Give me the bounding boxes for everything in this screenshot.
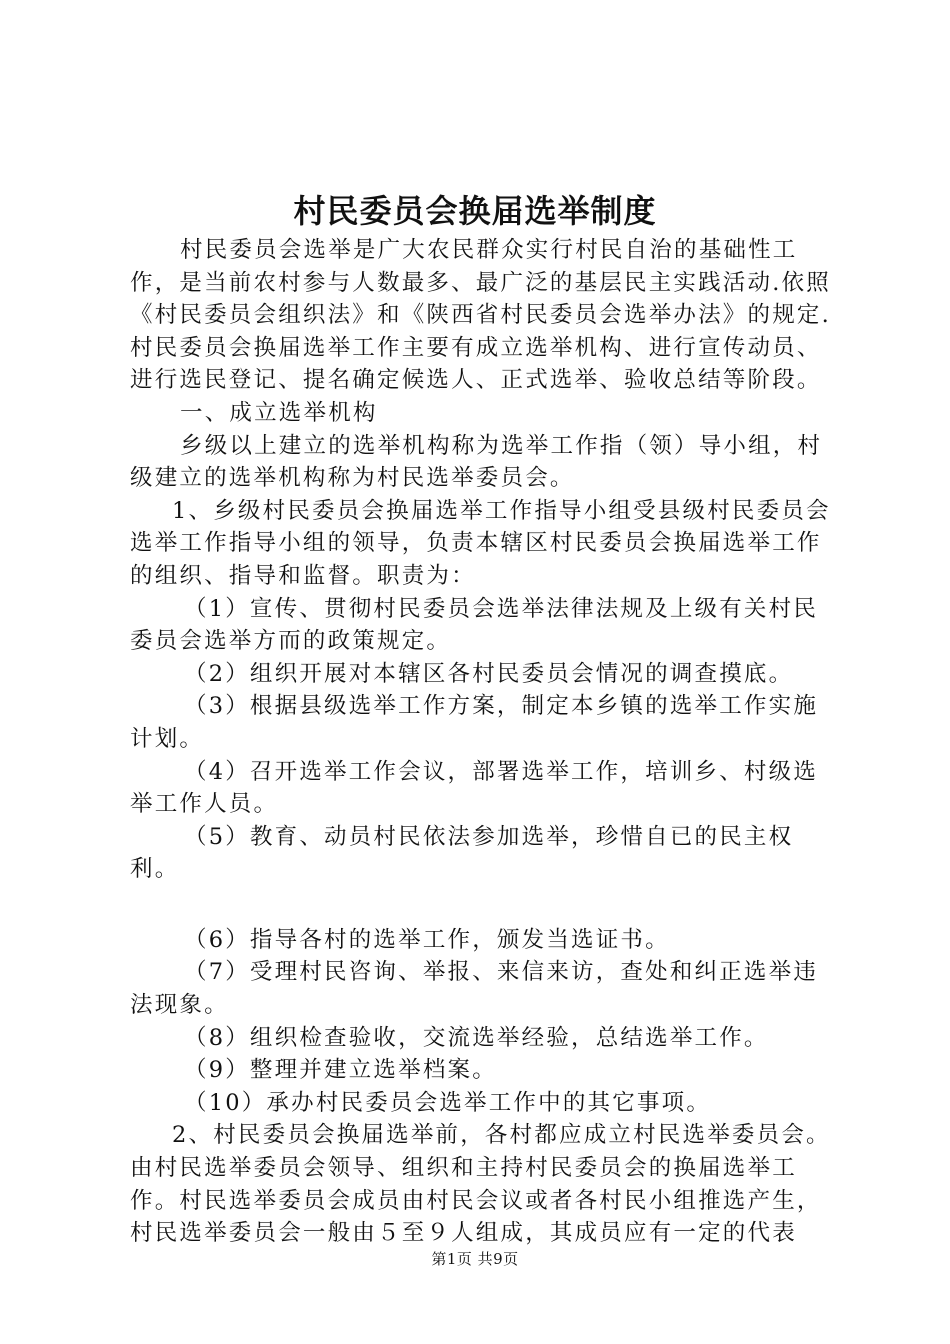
document-body bbox=[130, 234, 840, 1250]
duty-item-3: （3）根据县级选举工作方案，制定本乡镇的选举工作实施计划。 bbox=[130, 693, 819, 752]
intro-paragraph: 村民委员会选举是广大农民群众实行村民自治的基础性工作，是当前农村参与人数最多、最广泛的基层民主实践活动.依照《村民委员会组织法》和《陕西省村民委员会选举办法》的规定.村民委员会换届选举工作主要有成立选举机构、进行宣传动员、进行选民登记、提名确定候选人、正式选举、验收总结等阶段。 bbox=[130, 237, 831, 394]
duty-item-4: （4）召开选举工作会议，部署选举工作，培训乡、村级选举工作人员。 bbox=[130, 758, 819, 818]
duty-item-7: （7）受理村民咨询、举报、来信来访，查处和纠正选举违法现象。 bbox=[130, 959, 819, 1019]
document-title: 村民委员会换届选举制度 bbox=[293, 192, 657, 230]
duty-item-5: （5）教育、动员村民依法参加选举，珍惜自已的民主权利。 bbox=[130, 823, 794, 883]
duty-item-10: （10）承办村民委员会选举工作中的其它事项。 bbox=[184, 1089, 712, 1116]
duty-item-1: （1）宣传、贯彻村民委员会选举法律法规及上级有关村民委员会选举方而的政策规定。 bbox=[130, 595, 819, 655]
paragraph-item-1: 1、乡级村民委员会换届选举工作指导小组受县级村民委员会选举工作指导小组的领导，负责本辖区村民委员会换届选举工作的组织、指导和监督。职责为： bbox=[130, 497, 831, 589]
paragraph-item-2: 2、村民委员会换届选举前，各村都应成立村民选举委员会。由村民选举委员会领导、组织和主持村民委员会的换届选举工作。村民选举委员会成员由村民会议或者各村民小组推选产生，村民选举委员会一般由５至９人组成，其成员应有一定的代表 bbox=[130, 1122, 831, 1247]
blank-line bbox=[130, 886, 840, 924]
paragraph-election-bodies: 乡级以上建立的选举机构称为选举工作指（领）导小组，村级建立的选举机构称为村民选举委员会。 bbox=[130, 432, 823, 492]
page-footer: 第1页 共9页 bbox=[431, 1250, 519, 1268]
duty-item-9: （9）整理并建立选举档案。 bbox=[184, 1057, 497, 1084]
duty-item-6: （6）指导各村的选举工作，颁发当选证书。 bbox=[184, 926, 670, 953]
duty-item-2: （2）组织开展对本辖区各村民委员会情况的调查摸底。 bbox=[184, 660, 794, 687]
section-heading-1: 一、成立选举机构 bbox=[180, 399, 378, 426]
duty-item-8: （8）组织检查验收，交流选举经验，总结选举工作。 bbox=[184, 1024, 769, 1051]
